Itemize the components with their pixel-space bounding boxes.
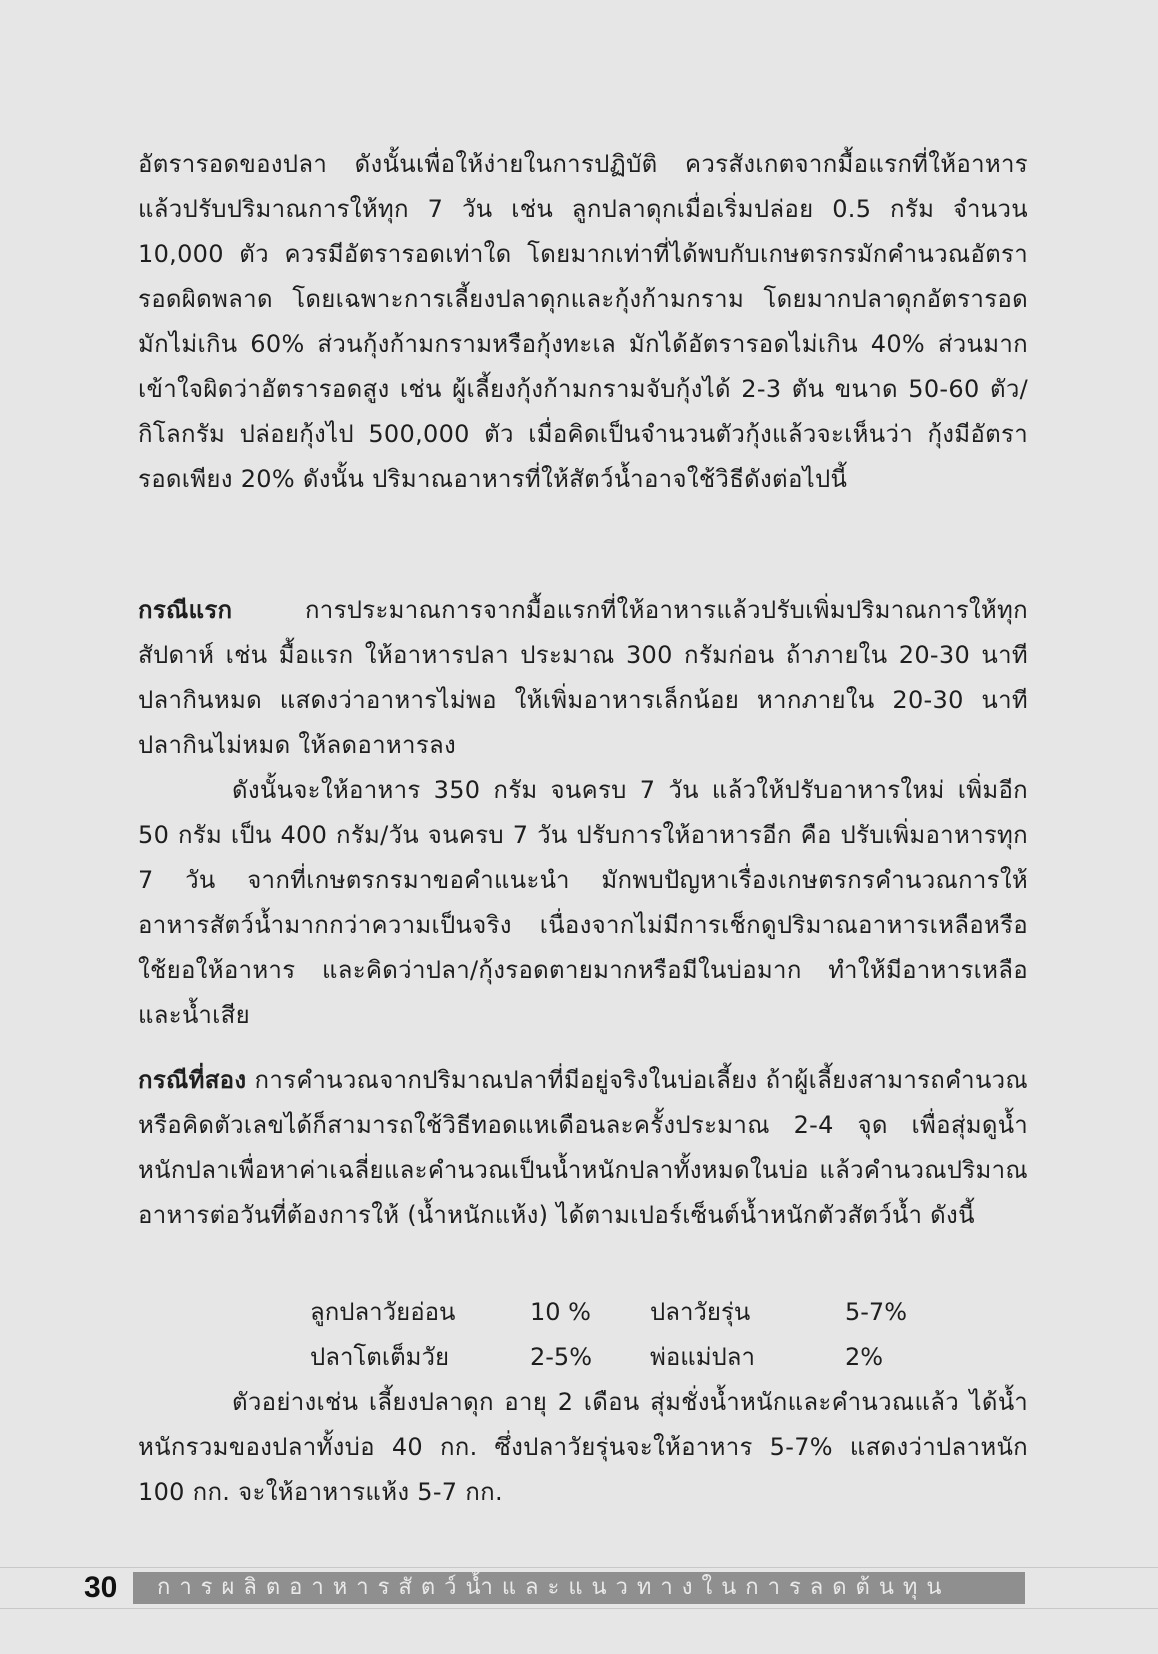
table-cell: ลูกปลาวัยอ่อน [310,1298,456,1326]
case-one-heading: กรณีแรก [138,596,233,624]
running-title: การผลิตอาหารสัตว์น้ำและแนวทางในการลดต้นทุน [133,1572,1025,1604]
table-cell: 2-5% [530,1343,593,1371]
case-two-text: การคำนวณจากปริมาณปลาที่มีอยู่จริงในบ่อเลี้ยง ถ้าผู้เลี้ยงสามารถคำนวณหรือคิดตัวเลขได้ก็สามารถใช้วิธีทอดแหเดือนละครั้งประมาณ 2-4 จุด เพื่อสุ่มดูน้ำหนักปลาเพื่อหาค่าเฉลี่ยและคำนวณเป็นน้ำหนักปลาทั้งหมดในบ่อ แล้วคำนวณปริมาณอาหารต่อวันที่ต้องการให้ (น้ำหนักแห้ง) ได้ตามเปอร์เซ็นต์น้ำหนักตัวสัตว์น้ำ ดังนี้ [138,1066,1028,1229]
table-cell: ปลาวัยรุ่น [650,1298,751,1326]
paragraph-example: ตัวอย่างเช่น เลี้ยงปลาดุก อายุ 2 เดือน สุ่มชั่งน้ำหนักและคำนวณแล้ว ได้น้ำหนักรวมของปลาทั้งบ่อ 40 กก. ซึ่งปลาวัยรุ่นจะให้อาหาร 5-7% แสดงว่าปลาหนัก 100 กก. จะให้อาหารแห้ง 5-7 กก. [138,1388,1028,1506]
table-cell: ปลาโตเต็มวัย [310,1343,450,1371]
table-cell: 5-7% [845,1298,908,1326]
case-two-heading: กรณีที่สอง [138,1066,247,1094]
table-cell: 10 % [530,1298,591,1326]
page-footer [0,1567,1158,1609]
paragraph-case-one [138,588,1028,768]
table-cell: 2% [845,1343,884,1371]
paragraph-survival-rate: อัตรารอดของปลา ดังนั้นเพื่อให้ง่ายในการปฏิบัติ ควรสังเกตจากมื้อแรกที่ให้อาหารแล้วปรับปริมาณการให้ทุก 7 วัน เช่น ลูกปลาดุกเมื่อเริ่มปล่อย 0.5 กรัม จำนวน 10,000 ตัว ควรมีอัตรารอดเท่าใด โดยมากเท่าที่ได้พบกับเกษตรกรมักคำนวณอัตรารอดผิดพลาด โดยเฉพาะการเลี้ยงปลาดุกและกุ้งก้ามกราม โดยมากปลาดุกอัตรารอดมักไม่เกิน 60% ส่วนกุ้งก้ามกรามหรือกุ้งทะเล มักได้อัตรารอดไม่เกิน 40% ส่วนมากเข้าใจผิดว่าอัตรารอดสูง เช่น ผู้เลี้ยงกุ้งก้ามกรามจับกุ้งได้ 2-3 ตัน ขนาด 50-60 ตัว/กิโลกรัม ปล่อยกุ้งไป 500,000 ตัว เมื่อคิดเป็นจำนวนตัวกุ้งแล้วจะเห็นว่า กุ้งมีอัตรารอดเพียง 20% ดังนั้น ปริมาณอาหารที่ให้สัตว์น้ำอาจใช้วิธีดังต่อไปนี้ [138,150,1028,493]
case-one-text: การประมาณการจากมื้อแรกที่ให้อาหารแล้วปรับเพิ่มปริมาณการให้ทุกสัปดาห์ เช่น มื้อแรก ให้อาหารปลา ประมาณ 300 กรัมก่อน ถ้าภายใน 20-30 นาที ปลากินหมด แสดงว่าอาหารไม่พอ ให้เพิ่มอาหารเล็กน้อย หากภายใน 20-30 นาที ปลากินไม่หมด ให้ลดอาหารลง [138,596,1028,759]
table-row [310,1335,945,1380]
paragraph-case-two [138,1058,1028,1238]
page-number: 30 [84,1571,118,1604]
feeding-ratio-table [310,1290,945,1380]
table-row [310,1290,945,1335]
table-cell: พ่อแม่ปลา [650,1343,755,1371]
paragraph-feeding-adjustment: ดังนั้นจะให้อาหาร 350 กรัม จนครบ 7 วัน แล้วให้ปรับอาหารใหม่ เพิ่มอีก 50 กรัม เป็น 400 กรัม/วัน จนครบ 7 วัน ปรับการให้อาหารอีก คือ ปรับเพิ่มอาหารทุก 7 วัน จากที่เกษตรกรมาขอคำแนะนำ มักพบปัญหาเรื่องเกษตรกรคำนวณการให้อาหารสัตว์น้ำมากกว่าความเป็นจริง เนื่องจากไม่มีการเช็กดูปริมาณอาหารเหลือหรือใช้ยอให้อาหาร และคิดว่าปลา/กุ้งรอดตายมากหรือมีในบ่อมาก ทำให้มีอาหารเหลือและน้ำเสีย [138,776,1028,1029]
